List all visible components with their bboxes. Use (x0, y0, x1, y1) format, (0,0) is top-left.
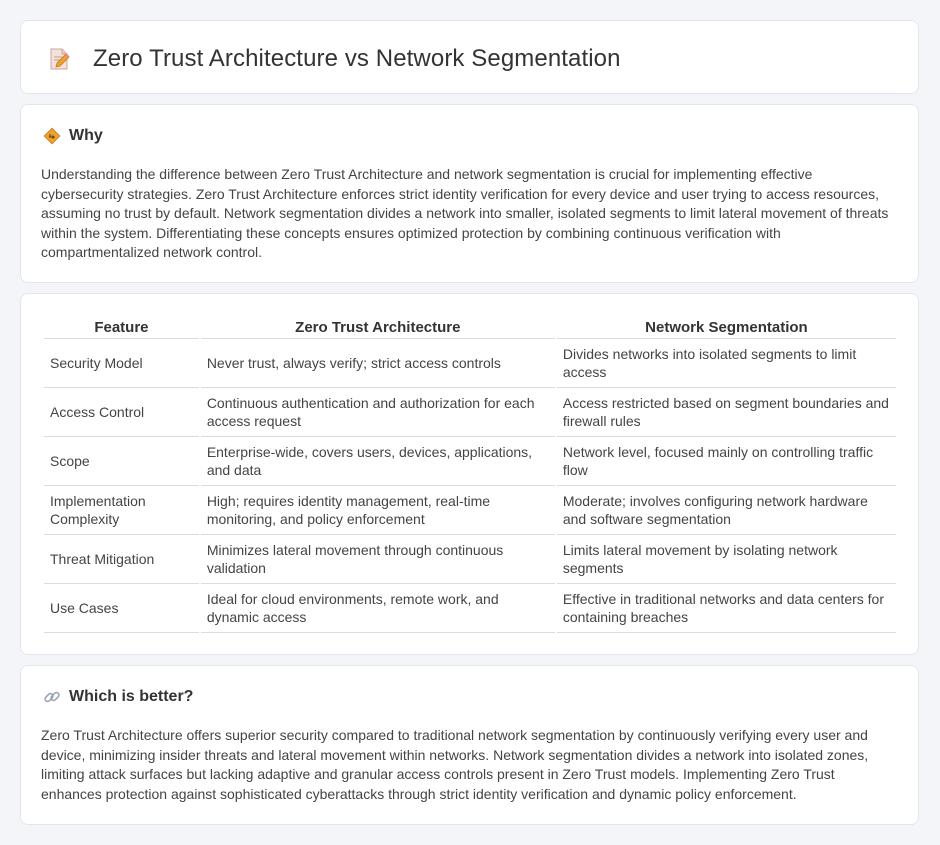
header-zero-trust: Zero Trust Architecture (201, 315, 555, 339)
better-heading: Which is better? (69, 688, 194, 705)
segmentation-cell: Effective in traditional networks and data centers for containing breaches (557, 584, 896, 633)
title-row (47, 45, 621, 73)
feature-cell: Implementation Complexity (44, 486, 199, 535)
feature-cell: Threat Mitigation (44, 535, 199, 584)
zero-trust-cell: Minimizes lateral movement through continuous validation (201, 535, 555, 584)
segmentation-cell: Access restricted based on segment boundaries and firewall rules (557, 388, 896, 437)
feature-cell: Access Control (44, 388, 199, 437)
header-feature: Feature (44, 315, 199, 339)
table-header-row (44, 315, 896, 339)
zero-trust-cell: Ideal for cloud environments, remote work, and dynamic access (201, 584, 555, 633)
segmentation-cell: Network level, focused mainly on controlling traffic flow (557, 437, 896, 486)
link-icon (43, 688, 61, 706)
zero-trust-cell: Enterprise-wide, covers users, devices, applications, and data (201, 437, 555, 486)
comparison-table (42, 315, 898, 633)
segmentation-cell: Divides networks into isolated segments to limit access (557, 339, 896, 388)
table-row (44, 535, 896, 584)
comparison-section (20, 293, 919, 655)
segmentation-cell: Moderate; involves configuring network hardware and software segmentation (557, 486, 896, 535)
header-network-segmentation: Network Segmentation (557, 315, 896, 339)
table-row (44, 584, 896, 633)
table-row (44, 486, 896, 535)
title-card (20, 20, 919, 94)
zero-trust-cell: Continuous authentication and authorization for each access request (201, 388, 555, 437)
diamond-sign-icon (43, 127, 61, 145)
better-body: Zero Trust Architecture offers superior security compared to traditional network segmentation by continuously verifying every user and device, minimizing insider threats and lateral movement within networks. Network segmentation divides a network into isolated zones, limiting attack surfaces but lacking adaptive and granular access controls present in Zero Trust models. Implementing Zero Trust enhances protection against sophisticated cyberattacks through strict identity verification and dynamic policy enforcement. (41, 727, 869, 802)
feature-cell: Scope (44, 437, 199, 486)
page-title: Zero Trust Architecture vs Network Segmentation (93, 45, 621, 72)
which-better-section (20, 665, 919, 825)
table-row (44, 388, 896, 437)
why-section (20, 104, 919, 283)
why-body: Understanding the difference between Zero Trust Architecture and network segmentation is crucial for implementing effective cybersecurity strategies. Zero Trust Architecture enforces strict identity verification for every device and user trying to access resources, assuming no trust by default. Network segmentation divides a network into smaller, isolated segments to limit lateral movement of threats within the system. Differentiating these concepts ensures optimized protection by combining continuous verification with compartmentalized network control. (41, 166, 889, 261)
table-row (44, 339, 896, 388)
table-row (44, 437, 896, 486)
feature-cell: Security Model (44, 339, 199, 388)
segmentation-cell: Limits lateral movement by isolating network segments (557, 535, 896, 584)
why-heading: Why (69, 127, 103, 144)
zero-trust-cell: High; requires identity management, real-time monitoring, and policy enforcement (201, 486, 555, 535)
zero-trust-cell: Never trust, always verify; strict access controls (201, 339, 555, 388)
why-header (43, 127, 103, 145)
document-pencil-icon (47, 47, 71, 71)
feature-cell: Use Cases (44, 584, 199, 633)
better-header (43, 688, 193, 706)
